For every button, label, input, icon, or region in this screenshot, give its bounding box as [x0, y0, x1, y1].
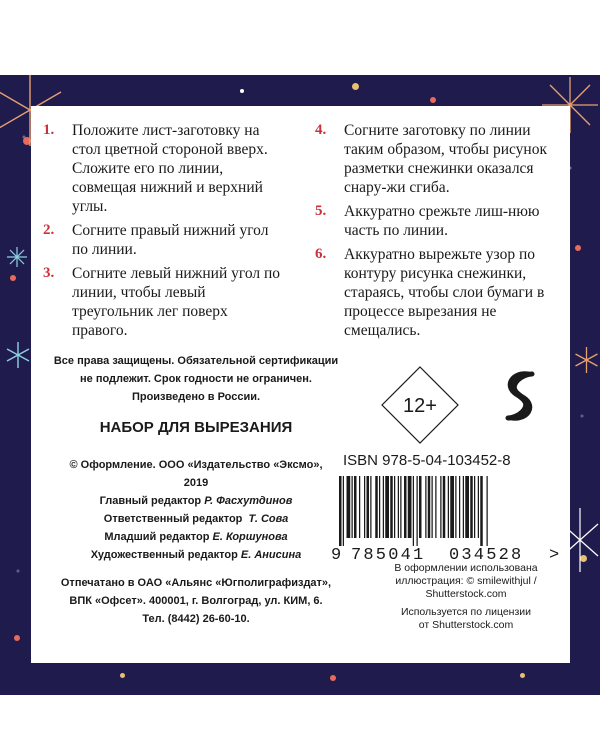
- step-1: [43, 121, 283, 216]
- decor-dot: [330, 675, 336, 681]
- barcode-bar: [425, 476, 426, 538]
- barcode-bar: [470, 476, 473, 538]
- printing-line: Отпечатано в ОАО «Альянс «Югполиграфиздат»,: [60, 577, 332, 589]
- barcode-bar: [383, 476, 384, 538]
- info-card: [31, 106, 570, 663]
- barcode-bar: [347, 476, 351, 538]
- barcode-bar: [432, 476, 433, 538]
- decor-dot: [10, 275, 16, 281]
- rights-notice: [36, 352, 356, 406]
- credit-label: Ответственный редактор: [103, 513, 243, 525]
- step-number: 3.: [43, 265, 55, 281]
- barcode-bar: [413, 476, 414, 546]
- age-rating-badge: [380, 365, 460, 445]
- step-6: [315, 245, 560, 340]
- barcode-bar: [343, 476, 344, 546]
- printing-line: Тел. (8442) 26-60-10.: [142, 613, 250, 625]
- snowflake-icon: [573, 345, 600, 375]
- barcode-bar: [474, 476, 475, 538]
- barcode-bar: [478, 476, 479, 538]
- isbn-text: ISBN 978-5-04-103452-8: [343, 452, 511, 469]
- credit-name: Р. Фасхутдинов: [204, 495, 293, 507]
- credit-name: Т. Сова: [248, 513, 289, 525]
- barcode-bar: [455, 476, 456, 538]
- barcode-bar: [443, 476, 446, 538]
- barcode-bar: [352, 476, 353, 538]
- credit-responsible-editor: [36, 510, 356, 528]
- credit-junior-editor: [36, 528, 356, 546]
- barcode-bar: [459, 476, 460, 538]
- credit-label: Младший редактор: [104, 531, 210, 543]
- barcode-right-group: 034528: [449, 546, 524, 565]
- barcode-bar: [417, 476, 418, 546]
- rights-line: не подлежит. Срок годности не ограничен.: [80, 373, 312, 385]
- credits-line: © Оформление. ООО «Издательство «Эксмо»,: [69, 459, 323, 471]
- license-line: Используется по лицензии: [400, 606, 532, 618]
- snowflake-icon: [5, 340, 31, 370]
- instructions-left: [43, 121, 283, 345]
- step-text: Согните заготовку по линии таким образом, чтобы рисунок разметки снежинки оказался снару-жи сгиба.: [344, 122, 547, 196]
- step-4: [315, 121, 560, 197]
- barcode-bar: [400, 476, 401, 538]
- printing-info: [36, 574, 356, 628]
- barcode-bar: [463, 476, 464, 538]
- illustration-line: Shutterstock.com: [425, 588, 507, 600]
- illustration-credit: [371, 562, 561, 601]
- step-text: Согните правый нижний угол по линии.: [72, 222, 269, 258]
- barcode-bar: [359, 476, 360, 538]
- kit-title: НАБОР ДЛЯ ВЫРЕЗАНИЯ: [99, 419, 293, 436]
- barcode-bar: [465, 476, 469, 538]
- barcode-bar: [364, 476, 365, 538]
- barcode-bar: [394, 476, 395, 538]
- eksmo-logo-icon: [498, 368, 542, 424]
- rights-line: Произведено в России.: [131, 391, 261, 403]
- license-notice: [371, 606, 561, 632]
- step-number: 1.: [43, 122, 55, 138]
- rights-line: Все права защищены. Обязательной сертификации: [53, 355, 339, 367]
- age-rating-text: 12+: [403, 395, 437, 417]
- step-text: Аккуратно вырежьте узор по контуру рисунка снежинки, стараясь, чтобы слои бумаги в процессе вырезания не смещались.: [344, 246, 545, 339]
- barcode-bar: [404, 476, 407, 538]
- decor-dot: [575, 245, 581, 251]
- step-number: 5.: [315, 203, 327, 219]
- barcode-bar: [379, 476, 380, 538]
- step-5: [315, 202, 560, 240]
- barcode-bar: [419, 476, 422, 538]
- step-text: Аккуратно срежьте лиш-нюю часть по линии.: [344, 203, 540, 239]
- barcode-bar: [367, 476, 370, 538]
- decor-dot: [352, 83, 359, 90]
- credit-label: Художественный редактор: [90, 549, 238, 561]
- credits-line: 2019: [183, 477, 209, 489]
- barcode: [331, 476, 561, 546]
- barcode-bar: [390, 476, 393, 538]
- credit-label: Главный редактор: [99, 495, 202, 507]
- decor-dot: [14, 635, 20, 641]
- barcode-bar: [435, 476, 436, 538]
- barcode-arrow: >: [549, 546, 560, 565]
- step-text: Согните левый нижний угол по линии, чтобы левый треугольник лег поверх правого.: [72, 265, 281, 339]
- credit-name: Е. Коршунова: [212, 531, 288, 543]
- barcode-bar: [385, 476, 389, 538]
- step-number: 2.: [43, 222, 55, 238]
- barcode-bar: [448, 476, 449, 538]
- credits: [36, 456, 356, 564]
- decor-dot: [520, 673, 525, 678]
- illustration-line: В оформлении использована: [394, 562, 538, 574]
- step-number: 4.: [315, 122, 327, 138]
- illustration-line: иллюстрация: © smilewithjul /: [395, 575, 537, 587]
- barcode-first-digit: 9: [331, 546, 342, 565]
- step-text: Положите лист-заготовку на стол цветной стороной вверх. Сложите его по линии, совмещая нижний и верхний углы.: [72, 122, 268, 215]
- barcode-bar: [375, 476, 378, 538]
- barcode-bar: [408, 476, 412, 538]
- barcode-bar: [480, 476, 483, 546]
- step-3: [43, 264, 283, 340]
- barcode-bar: [428, 476, 431, 538]
- step-2: [43, 221, 283, 259]
- barcode-left-group: 785041: [351, 546, 426, 565]
- barcode-bar: [354, 476, 357, 538]
- barcode-bar: [398, 476, 399, 538]
- step-number: 6.: [315, 246, 327, 262]
- decor-dot: [240, 89, 244, 93]
- credit-art-editor: [36, 546, 356, 564]
- decor-dot: [120, 673, 125, 678]
- printing-line: ВПК «Офсет». 400001, г. Волгоград, ул. КИМ, 6.: [69, 595, 323, 607]
- credit-chief-editor: [36, 492, 356, 510]
- credit-name: Е. Анисина: [240, 549, 302, 561]
- decor-dot: [430, 97, 436, 103]
- barcode-bar: [339, 476, 342, 546]
- license-line: от Shutterstock.com: [418, 619, 514, 631]
- barcode-bar: [440, 476, 441, 538]
- barcode-bar: [370, 476, 371, 538]
- barcode-bar: [487, 476, 488, 546]
- snowflake-icon: [5, 245, 29, 269]
- instructions-right: [315, 121, 560, 345]
- barcode-bar: [450, 476, 454, 538]
